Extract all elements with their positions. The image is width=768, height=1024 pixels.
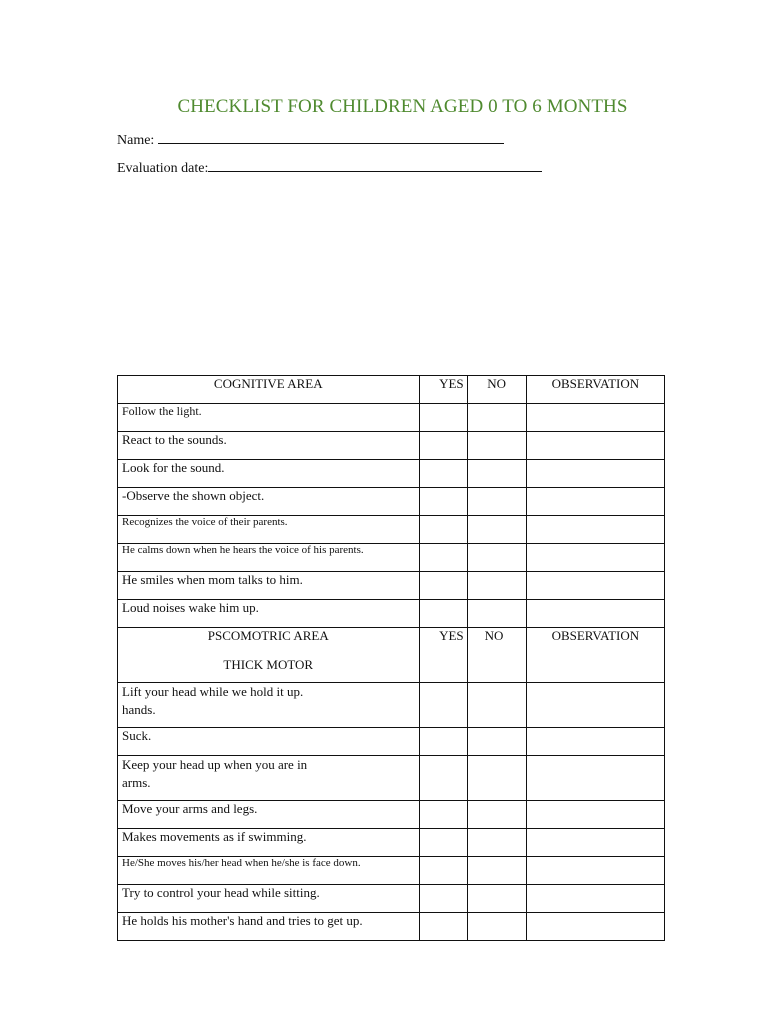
no-cell[interactable] <box>467 913 526 941</box>
table-row <box>118 572 665 600</box>
item-label: Loud noises wake him up. <box>118 600 420 628</box>
observation-cell[interactable] <box>526 488 664 516</box>
yes-cell[interactable] <box>419 829 467 857</box>
yes-cell[interactable] <box>419 516 467 544</box>
item-label <box>118 756 420 801</box>
item-label: Recognizes the voice of their parents. <box>118 516 420 544</box>
yes-cell[interactable] <box>419 432 467 460</box>
table-row <box>118 728 665 756</box>
no-cell[interactable] <box>467 432 526 460</box>
yes-cell[interactable] <box>419 756 467 801</box>
yes-cell[interactable] <box>419 857 467 885</box>
table-row <box>118 600 665 628</box>
item-label: -Observe the shown object. <box>118 488 420 516</box>
yes-cell[interactable] <box>419 801 467 829</box>
yes-column-header: YES <box>419 628 467 683</box>
item-label: He holds his mother's hand and tries to get up. <box>118 913 420 941</box>
yes-cell[interactable] <box>419 913 467 941</box>
no-cell[interactable] <box>467 600 526 628</box>
table-row <box>118 885 665 913</box>
yes-cell[interactable] <box>419 544 467 572</box>
no-cell[interactable] <box>467 460 526 488</box>
name-field <box>117 130 504 149</box>
yes-column-header: YES <box>419 376 467 404</box>
section-header-cognitive: COGNITIVE AREA <box>118 376 420 404</box>
item-label: Makes movements as if swimming. <box>118 829 420 857</box>
checklist-table <box>117 375 665 941</box>
observation-cell[interactable] <box>526 516 664 544</box>
item-label-text: Lift your head while we hold it up. hands. <box>122 684 304 717</box>
item-label: Look for the sound. <box>118 460 420 488</box>
observation-cell[interactable] <box>526 756 664 801</box>
observation-cell[interactable] <box>526 829 664 857</box>
section-subheader-label: THICK MOTOR <box>223 657 314 672</box>
observation-column-header: OBSERVATION <box>526 628 664 683</box>
yes-cell[interactable] <box>419 600 467 628</box>
name-blank-line[interactable] <box>158 130 504 144</box>
item-label: Follow the light. <box>118 404 420 432</box>
yes-cell[interactable] <box>419 460 467 488</box>
observation-cell[interactable] <box>526 432 664 460</box>
no-cell[interactable] <box>467 404 526 432</box>
observation-cell[interactable] <box>526 913 664 941</box>
item-label: He smiles when mom talks to him. <box>118 572 420 600</box>
no-column-header: NO <box>467 628 526 683</box>
yes-cell[interactable] <box>419 404 467 432</box>
no-column-header: NO <box>467 376 526 404</box>
observation-cell[interactable] <box>526 460 664 488</box>
observation-cell[interactable] <box>526 600 664 628</box>
item-label-text: Keep your head up when you are in arms. <box>122 757 308 790</box>
no-cell[interactable] <box>467 516 526 544</box>
observation-cell[interactable] <box>526 544 664 572</box>
observation-cell[interactable] <box>526 572 664 600</box>
table-row <box>118 683 665 728</box>
table-row <box>118 460 665 488</box>
item-label: Move your arms and legs. <box>118 801 420 829</box>
item-label: He/She moves his/her head when he/she is face down. <box>118 857 420 885</box>
evaluation-date-label: Evaluation date: <box>117 161 209 176</box>
yes-cell[interactable] <box>419 488 467 516</box>
observation-cell[interactable] <box>526 683 664 728</box>
table-row <box>118 857 665 885</box>
yes-cell[interactable] <box>419 728 467 756</box>
table-row <box>118 432 665 460</box>
table-row <box>118 544 665 572</box>
observation-cell[interactable] <box>526 404 664 432</box>
observation-cell[interactable] <box>526 857 664 885</box>
observation-cell[interactable] <box>526 801 664 829</box>
no-cell[interactable] <box>467 683 526 728</box>
evaluation-date-blank-line[interactable] <box>208 158 542 172</box>
no-cell[interactable] <box>467 544 526 572</box>
section-header-label: PSCOMOTRIC AREA <box>207 628 329 643</box>
table-row <box>118 756 665 801</box>
item-label: He calms down when he hears the voice of his parents. <box>118 544 420 572</box>
observation-cell[interactable] <box>526 728 664 756</box>
no-cell[interactable] <box>467 756 526 801</box>
item-label: Suck. <box>118 728 420 756</box>
no-cell[interactable] <box>467 488 526 516</box>
observation-column-header: OBSERVATION <box>526 376 664 404</box>
no-cell[interactable] <box>467 885 526 913</box>
table-row <box>118 913 665 941</box>
item-label: Try to control your head while sitting. <box>118 885 420 913</box>
table-row <box>118 404 665 432</box>
table-row <box>118 488 665 516</box>
table-row <box>118 829 665 857</box>
yes-cell[interactable] <box>419 683 467 728</box>
yes-cell[interactable] <box>419 572 467 600</box>
no-cell[interactable] <box>467 728 526 756</box>
item-label <box>118 683 420 728</box>
item-label: React to the sounds. <box>118 432 420 460</box>
name-label: Name: <box>117 133 155 148</box>
no-cell[interactable] <box>467 829 526 857</box>
table-row <box>118 801 665 829</box>
table-row <box>118 516 665 544</box>
observation-cell[interactable] <box>526 885 664 913</box>
cognitive-header-row <box>118 376 665 404</box>
section-header-psychomotor <box>118 628 420 683</box>
psychomotor-header-row <box>118 628 665 683</box>
yes-cell[interactable] <box>419 885 467 913</box>
no-cell[interactable] <box>467 801 526 829</box>
no-cell[interactable] <box>467 857 526 885</box>
page-title: CHECKLIST FOR CHILDREN AGED 0 TO 6 MONTHS <box>177 96 628 117</box>
evaluation-date-field <box>117 158 542 177</box>
no-cell[interactable] <box>467 572 526 600</box>
